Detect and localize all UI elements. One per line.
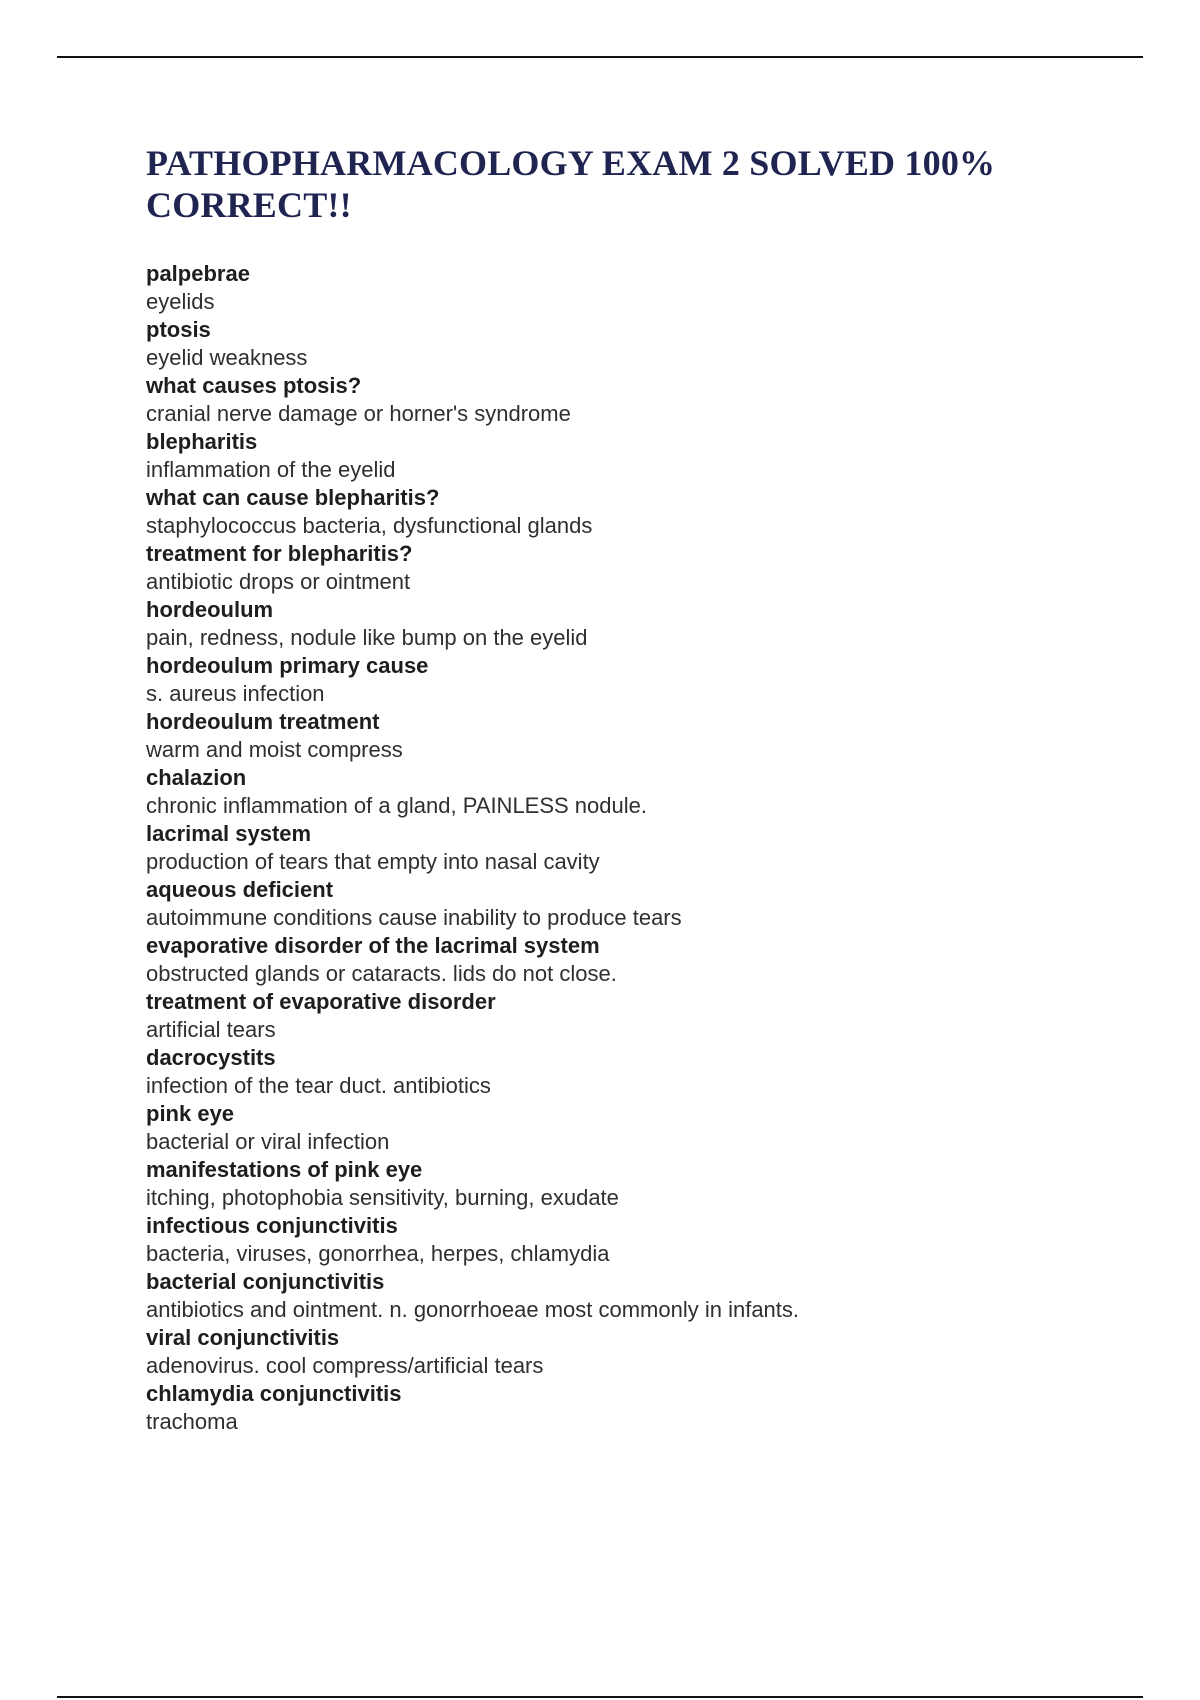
term-definition-pair	[146, 540, 1146, 596]
term-text: what can cause blepharitis?	[146, 485, 440, 510]
term-definition-pair	[146, 876, 1146, 932]
term-text: chalazion	[146, 765, 247, 790]
term-definition-pair	[146, 316, 1146, 372]
definition-text: itching, photophobia sensitivity, burning, exudate	[146, 1185, 619, 1210]
term-definition-pair	[146, 1100, 1146, 1156]
definition-text: obstructed glands or cataracts. lids do not close.	[146, 961, 617, 986]
definition-text: warm and moist compress	[146, 737, 403, 762]
term-text: lacrimal system	[146, 821, 312, 846]
term-definition-pair	[146, 1156, 1146, 1212]
term-definition-pair	[146, 764, 1146, 820]
term-definition-pair	[146, 1380, 1146, 1436]
term-text: hordeoulum primary cause	[146, 653, 429, 678]
definition-text: trachoma	[146, 1409, 238, 1434]
definition-text: adenovirus. cool compress/artificial tears	[146, 1353, 544, 1378]
term-definition-pair	[146, 428, 1146, 484]
definition-text: s. aureus infection	[146, 681, 325, 706]
term-definition-pair	[146, 1044, 1146, 1100]
term-text: viral conjunctivitis	[146, 1325, 340, 1350]
term-definition-pair	[146, 708, 1146, 764]
definition-text: antibiotics and ointment. n. gonorrhoeae most commonly in infants.	[146, 1297, 800, 1322]
term-text: ptosis	[146, 317, 211, 342]
definition-text: eyelids	[146, 289, 215, 314]
term-text: palpebrae	[146, 261, 250, 286]
term-definition-pair	[146, 1324, 1146, 1380]
term-text: evaporative disorder of the lacrimal system	[146, 933, 600, 958]
term-text: aqueous deficient	[146, 877, 334, 902]
term-list	[146, 260, 1146, 1436]
term-text: chlamydia conjunctivitis	[146, 1381, 402, 1406]
term-definition-pair	[146, 596, 1146, 652]
definition-text: infection of the tear duct. antibiotics	[146, 1073, 491, 1098]
definition-text: eyelid weakness	[146, 345, 308, 370]
term-text: dacrocystits	[146, 1045, 276, 1070]
definition-text: chronic inflammation of a gland, PAINLESS nodule.	[146, 793, 647, 818]
definition-text: bacteria, viruses, gonorrhea, herpes, chlamydia	[146, 1241, 610, 1266]
definition-text: artificial tears	[146, 1017, 276, 1042]
definition-text: autoimmune conditions cause inability to produce tears	[146, 905, 682, 930]
definition-text: antibiotic drops or ointment	[146, 569, 411, 594]
definition-text: cranial nerve damage or horner's syndrome	[146, 401, 571, 426]
term-text: hordeoulum	[146, 597, 274, 622]
term-definition-pair	[146, 1212, 1146, 1268]
term-text: hordeoulum treatment	[146, 709, 380, 734]
document-title: PATHOPHARMACOLOGY EXAM 2 SOLVED 100% CORRECT!!	[146, 143, 996, 225]
definition-text: bacterial or viral infection	[146, 1129, 390, 1154]
term-definition-pair	[146, 1268, 1146, 1324]
definition-text: inflammation of the eyelid	[146, 457, 396, 482]
top-rule	[57, 56, 1143, 58]
term-definition-pair	[146, 988, 1146, 1044]
term-text: blepharitis	[146, 429, 258, 454]
term-definition-pair	[146, 484, 1146, 540]
term-definition-pair	[146, 372, 1146, 428]
definition-text: staphylococcus bacteria, dysfunctional glands	[146, 513, 593, 538]
term-text: treatment for blepharitis?	[146, 541, 413, 566]
term-text: bacterial conjunctivitis	[146, 1269, 385, 1294]
term-definition-pair	[146, 932, 1146, 988]
term-text: pink eye	[146, 1101, 235, 1126]
term-text: treatment of evaporative disorder	[146, 989, 496, 1014]
bottom-rule	[57, 1696, 1143, 1698]
term-text: infectious conjunctivitis	[146, 1213, 398, 1238]
term-definition-pair	[146, 260, 1146, 316]
term-text: manifestations of pink eye	[146, 1157, 423, 1182]
term-definition-pair	[146, 820, 1146, 876]
definition-text: production of tears that empty into nasal cavity	[146, 849, 600, 874]
term-text: what causes ptosis?	[146, 373, 362, 398]
term-definition-pair	[146, 652, 1146, 708]
definition-text: pain, redness, nodule like bump on the eyelid	[146, 625, 588, 650]
